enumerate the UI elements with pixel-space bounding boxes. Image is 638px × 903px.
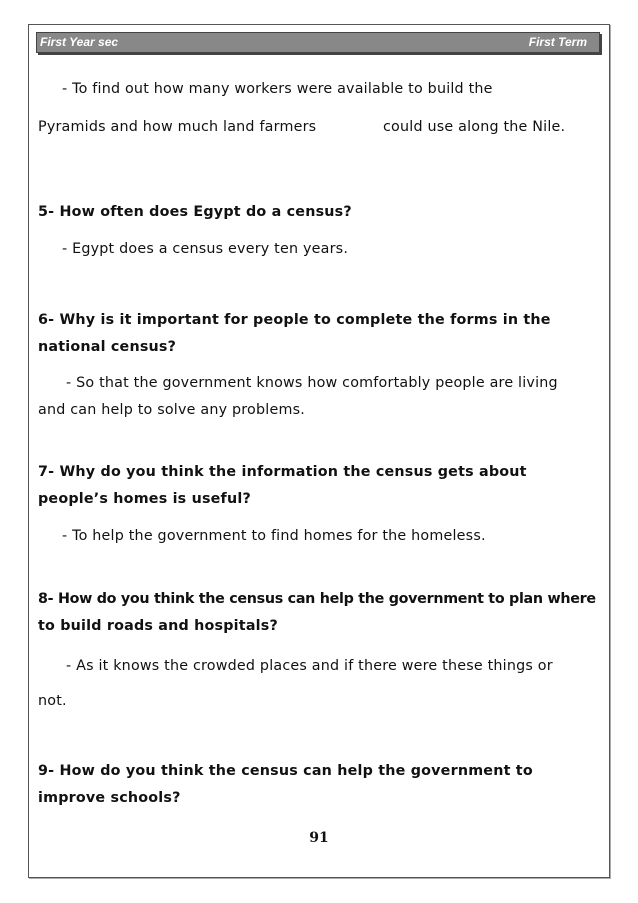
header-right-text: First Term xyxy=(528,35,587,49)
answer-8-line-2: not. xyxy=(38,693,67,709)
question-6-line-1: 6- Why is it important for people to complete the forms in the xyxy=(38,312,551,328)
answer-4-line-1: - To find out how many workers were available to build the xyxy=(62,81,493,97)
question-7-line-2: people’s homes is useful? xyxy=(38,491,251,507)
header-left-text: First Year sec xyxy=(40,35,119,49)
answer-6-line-2: and can help to solve any problems. xyxy=(38,402,305,418)
question-8-line-2: to build roads and hospitals? xyxy=(38,618,278,634)
question-7-line-1: 7- Why do you think the information the census gets about xyxy=(38,464,527,480)
answer-8-line-1: - As it knows the crowded places and if there were these things or xyxy=(66,658,553,674)
answer-4-line-2b: could use along the Nile. xyxy=(383,119,566,135)
answer-6-line-1: - So that the government knows how comfortably people are living xyxy=(66,375,558,391)
header-bar xyxy=(36,32,600,53)
page-border xyxy=(28,24,610,878)
question-6-line-2: national census? xyxy=(38,339,177,355)
question-9-line-1: 9- How do you think the census can help the government to xyxy=(38,763,533,779)
question-8-line-1: 8- How do you think the census can help the government to plan where xyxy=(38,591,596,607)
question-9-line-2: improve schools? xyxy=(38,790,181,806)
question-5: 5- How often does Egypt do a census? xyxy=(38,204,352,220)
answer-5: - Egypt does a census every ten years. xyxy=(62,241,349,257)
page-number: 91 xyxy=(309,830,329,846)
answer-7: - To help the government to find homes for the homeless. xyxy=(62,528,486,544)
answer-4-line-2a: Pyramids and how much land farmers xyxy=(38,119,317,135)
